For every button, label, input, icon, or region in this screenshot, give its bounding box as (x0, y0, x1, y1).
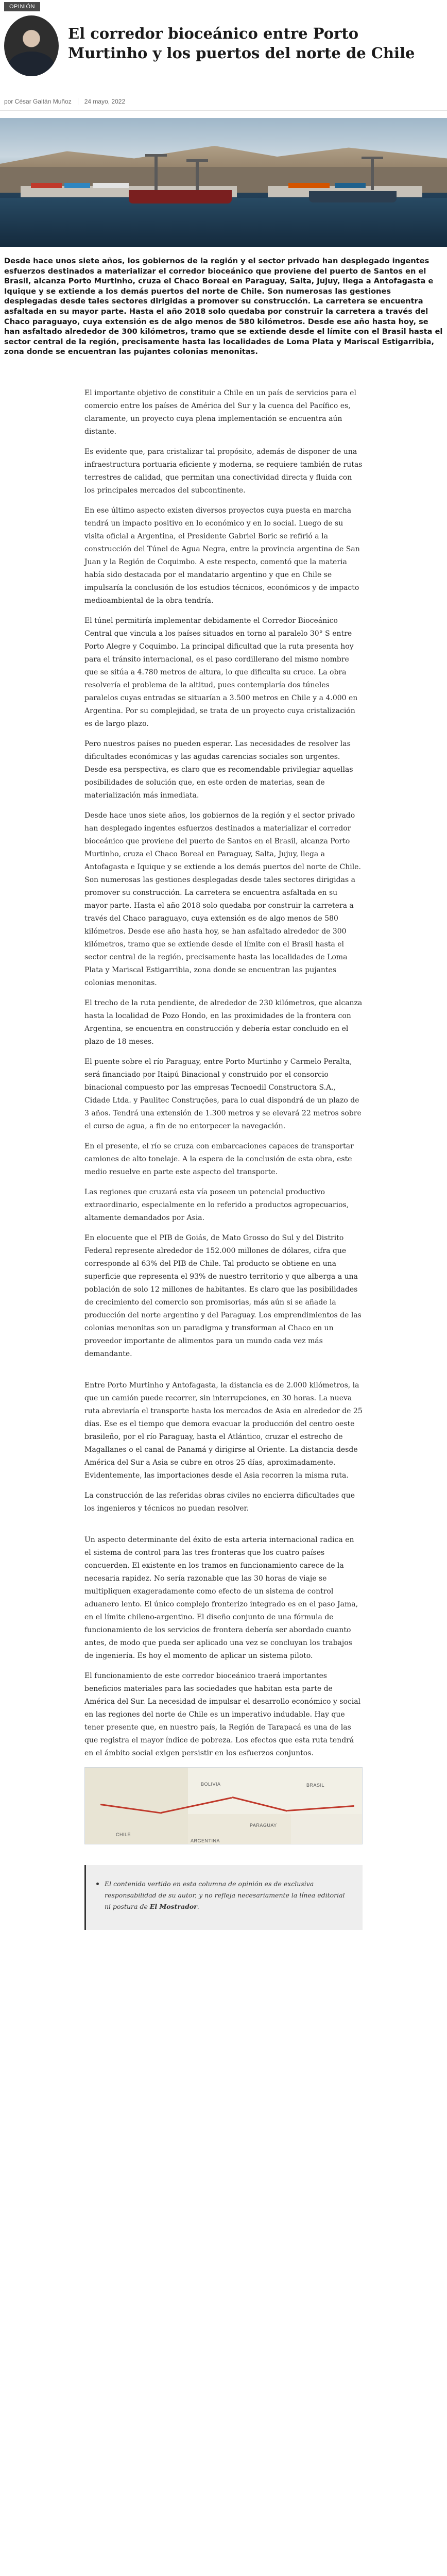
paragraph: En el presente, el río se cruza con embarcaciones capaces de transportar camiones de alto tonelaje. A la espera de la conclusión de esta obra, este medio resuelve en parte este aspecto del transporte. (84, 1142, 354, 1176)
disclaimer-brand[interactable]: El Mostrador (149, 1902, 197, 1910)
map-label: BRASIL (306, 1782, 325, 1788)
bullet-icon (96, 1883, 99, 1885)
paragraph: Es evidente que, para cristalizar tal propósito, además de disponer de una infraestructura portuaria eficiente y moderna, se requiere también de rutas terrestres de calidad, que permitan una conectividad directa y fluida con los principales mercados del subcontinente. (84, 447, 363, 495)
paragraph: El puente sobre el río Paraguay, entre Porto Murtinho y Carmelo Peralta, será financiado por Itaipú Binacional y construido por el consorcio binacional compuesto por las empresas Tecnoedil Constructora S.A., Cidade Ltda. y Paulitec Construções, para lo cual dispondrá de un plazo de 3 años. Tendrá una extensión de 1.300 metros y se elevará 22 metros sobre el curso de agua, a fin de no entorpecer la navegación. (84, 1057, 362, 1130)
paragraph: La construcción de las referidas obras civiles no encierra dificultades que los ingenieros y técnicos no puedan resolver. (84, 1491, 355, 1513)
header-divider (0, 110, 447, 111)
paragraph: Pero nuestros países no pueden esperar. Las necesidades de resolver las dificultades económicas y las agudas carencias sociales son urgentes. Desde esa perspectiva, es claro que es recomendable privilegiar aquellas posibilidades de solución que, en este orden de materias, sean de materialización más inmediata. (84, 739, 353, 800)
article-lead: Desde hace unos siete años, los gobiernos de la región y el sector privado han desplegado ingentes esfuerzos destinados a materializar el corredor bioceánico que proviene del puerto de Santos en el Brasil, alcanza Porto Murtinho, cruza el Chaco Boreal en Paraguay, Salta, Jujuy, llega a Antofagasta e Iquique y se extiende a los demás puertos del norte de Chile. Son numerosas las gestiones desplegadas desde tales sectores dirigidas a promover su construcción. La carretera se encuentra asfaltada en su mayor parte. Hasta el año 2018 solo quedaba por construir la carretera a través del Chaco paraguayo, cuya extensión es de algo menos de 580 kilómetros. Desde ese año hasta hoy, se han asfaltado alrededor de 300 kilómetros, tramo que se extiende desde el límite con el Brasil hasta el sector central de la región, precisamente hasta las localidades de Loma Plata y Mariscal Estigarribia, zona donde se encuentran las pujantes colonias menonitas. (4, 257, 443, 357)
section-tag[interactable]: OPINIÓN (4, 2, 40, 11)
map-label: BOLIVIA (201, 1781, 221, 1787)
paragraph: Un aspecto determinante del éxito de esta arteria internacional radica en el sistema de control para las tres fronteras que los cuatro países concuerden. El existente en los tramos en funcionamiento carece de la necesaria rapidez. No sería razonable que las 30 horas de viaje se multipliquen exageradamente como efecto de un sistema de control aduanero lento. El único complejo fronterizo integrado es en el paso Jama, en el límite chileno-argentino. El diseño conjunto de una fórmula de funcionamiento de los servicios de frontera debería ser abordado cuanto antes, de modo que pueda ser aplicado una vez se concluyan los trabajos de ingeniería. Es hoy el momento de aplicar un sistema piloto. (84, 1535, 358, 1660)
article-header (0, 0, 447, 111)
paragraph: Desde hace unos siete años, los gobiernos de la región y el sector privado han desplegado ingentes esfuerzos destinados a materializar el corredor bioceánico que proviene del puerto de Santos en el Brasil, alcanza Porto Murtinho, cruza el Chaco Boreal en Paraguay, Salta, Jujuy, llega a Antofagasta e Iquique y se extiende a los demás puertos del norte de Chile. Son numerosas las gestiones desplegadas desde tales sectores dirigidas a promover su construcción. La carretera se encuentra asfaltada en su mayor parte. Hasta el año 2018 solo quedaba por construir la carretera a través del Chaco paraguayo, cuya extensión es de algo menos de 580 kilómetros. Desde ese año hasta hoy, se han asfaltado alrededor de 300 kilómetros, tramo que se extiende desde el límite con el Brasil hasta el sector central de la región, precisamente hasta las localidades de Loma Plata y Mariscal Estigarribia, zona donde se encuentran las pujantes colonias menonitas. (84, 811, 361, 987)
publish-date: 24 mayo, 2022 (84, 98, 126, 105)
map-label: ARGENTINA (191, 1838, 220, 1843)
paragraph: Las regiones que cruzará esta vía poseen un potencial productivo extraordinario, especialmente en lo referido a productos agropecuarios, altamente demandados por Asia. (84, 1188, 349, 1222)
paragraph: Entre Porto Murtinho y Antofagasta, la distancia es de 2.000 kilómetros, la que un camión puede recorrer, sin interrupciones, en 30 horas. La nueva ruta abreviaría el transporte hasta los mercados de Asia en alrededor de 25 días. Ese es el tiempo que demora evacuar la producción del centro oeste brasileño, por el río Paraguay, hasta el Atlántico, cruzar el estrecho de Magallanes o el canal de Panamá y dirigirse al Oriente. La distancia desde América del Sur a Asia se cubre en otros 25 días, aproximadamente. Evidentemente, las importaciones desde el Asia recorren la misma ruta. (84, 1381, 363, 1480)
disclaimer-end: . (197, 1902, 199, 1910)
opinion-disclaimer (84, 1865, 363, 1930)
paragraph: En ese último aspecto existen diversos proyectos cuya puesta en marcha tendrá un impacto positivo en lo económico y en lo social. Luego de su visita oficial a Argentina, el Presidente Gabriel Boric se refirió a la construcción del Túnel de Agua Negra, entre la provincia argentina de San Juan y la Región de Coquimbo. A este respecto, comentó que la materia había sido destacada por el mandatario argentino y que en Chile se impulsaría la conclusión de los estudios técnicos, económicos y de impacto medioambiental de la obra tendría. (84, 506, 360, 605)
disclaimer-text: El contenido vertido en esta columna de opinión es de exclusiva responsabilidad de su autor, y no refleja necesariamente la línea editorial ni postura de (105, 1879, 345, 1910)
author-avatar (4, 15, 59, 76)
author-name[interactable]: por César Gaitán Muñoz (4, 98, 72, 105)
byline (4, 98, 125, 105)
paragraph: En elocuente que el PIB de Goiás, de Mato Grosso do Sul y del Distrito Federal represente alrededor de 152.000 millones de dólares, cifra que corresponde al 63% del PIB de Chile. Tal producto se obtiene en una superficie que representa el 93% de nuestro territorio y que alberga a una población de solo 12 millones de habitantes. Es claro que las posibilidades de crecimiento del comercio son promisorias, más aún si se añade la producción del norte argentino y del Paraguay. Los emprendimientos de las colonias menonitas son un paradigma y transforman al Chaco en un proveedor importante de alimentos para un mundo cada vez más demandante. (84, 1233, 362, 1358)
corridor-map (84, 1767, 363, 1844)
paragraph: El túnel permitiría implementar debidamente el Corredor Bioceánico Central que vincula a los países situados en torno al paralelo 30° S entre Porto Alegre y Coquimbo. La principal dificultad que la ruta presenta hoy para el tránsito internacional, es el paso cordillerano del mismo nombre que se sitúa a 4.780 metros de altura, lo que dificulta su cruce. La obra resolvería el problema de la altitud, pues contemplaría dos túneles paralelos cuyas entradas se situarían a 3.500 metros en Chile y a 4.000 en Argentina. Por su complejidad, se trata de un proyecto cuya cristalización es de largo plazo. (84, 616, 358, 728)
map-label: CHILE (116, 1832, 131, 1837)
article-body (84, 357, 363, 1844)
article-title: El corredor bioceánico entre Porto Murtinho y los puertos del norte de Chile (68, 25, 415, 62)
paragraph: El trecho de la ruta pendiente, de alrededor de 230 kilómetros, que alcanza hasta la localidad de Pozo Hondo, en las proximidades de la frontera con Argentina, se encuentra en construcción y debería estar concluido en el plazo de 18 meses. (84, 998, 363, 1046)
hero-image-port (0, 118, 447, 247)
paragraph: El importante objetivo de constituir a Chile en un país de servicios para el comercio entre los países de América del Sur y la cuenca del Pacífico es, claramente, un proyecto cuya plena implementación se encuentra aún distante. (84, 388, 356, 436)
paragraph: El funcionamiento de este corredor bioceánico traerá importantes beneficios materiales para las sociedades que habitan esta parte de América del Sur. La necesidad de impulsar el desarrollo económico y social en las regiones del norte de Chile es un imperativo indudable. Hay que tener presente que, en nuestro país, la Región de Tarapacá es una de las que registra el mayor índice de pobreza. Los efectos que esta ruta tendrá en el ámbito social exigen persistir en los esfuerzos conjuntos. (84, 1671, 361, 1757)
map-label: PARAGUAY (250, 1822, 277, 1828)
